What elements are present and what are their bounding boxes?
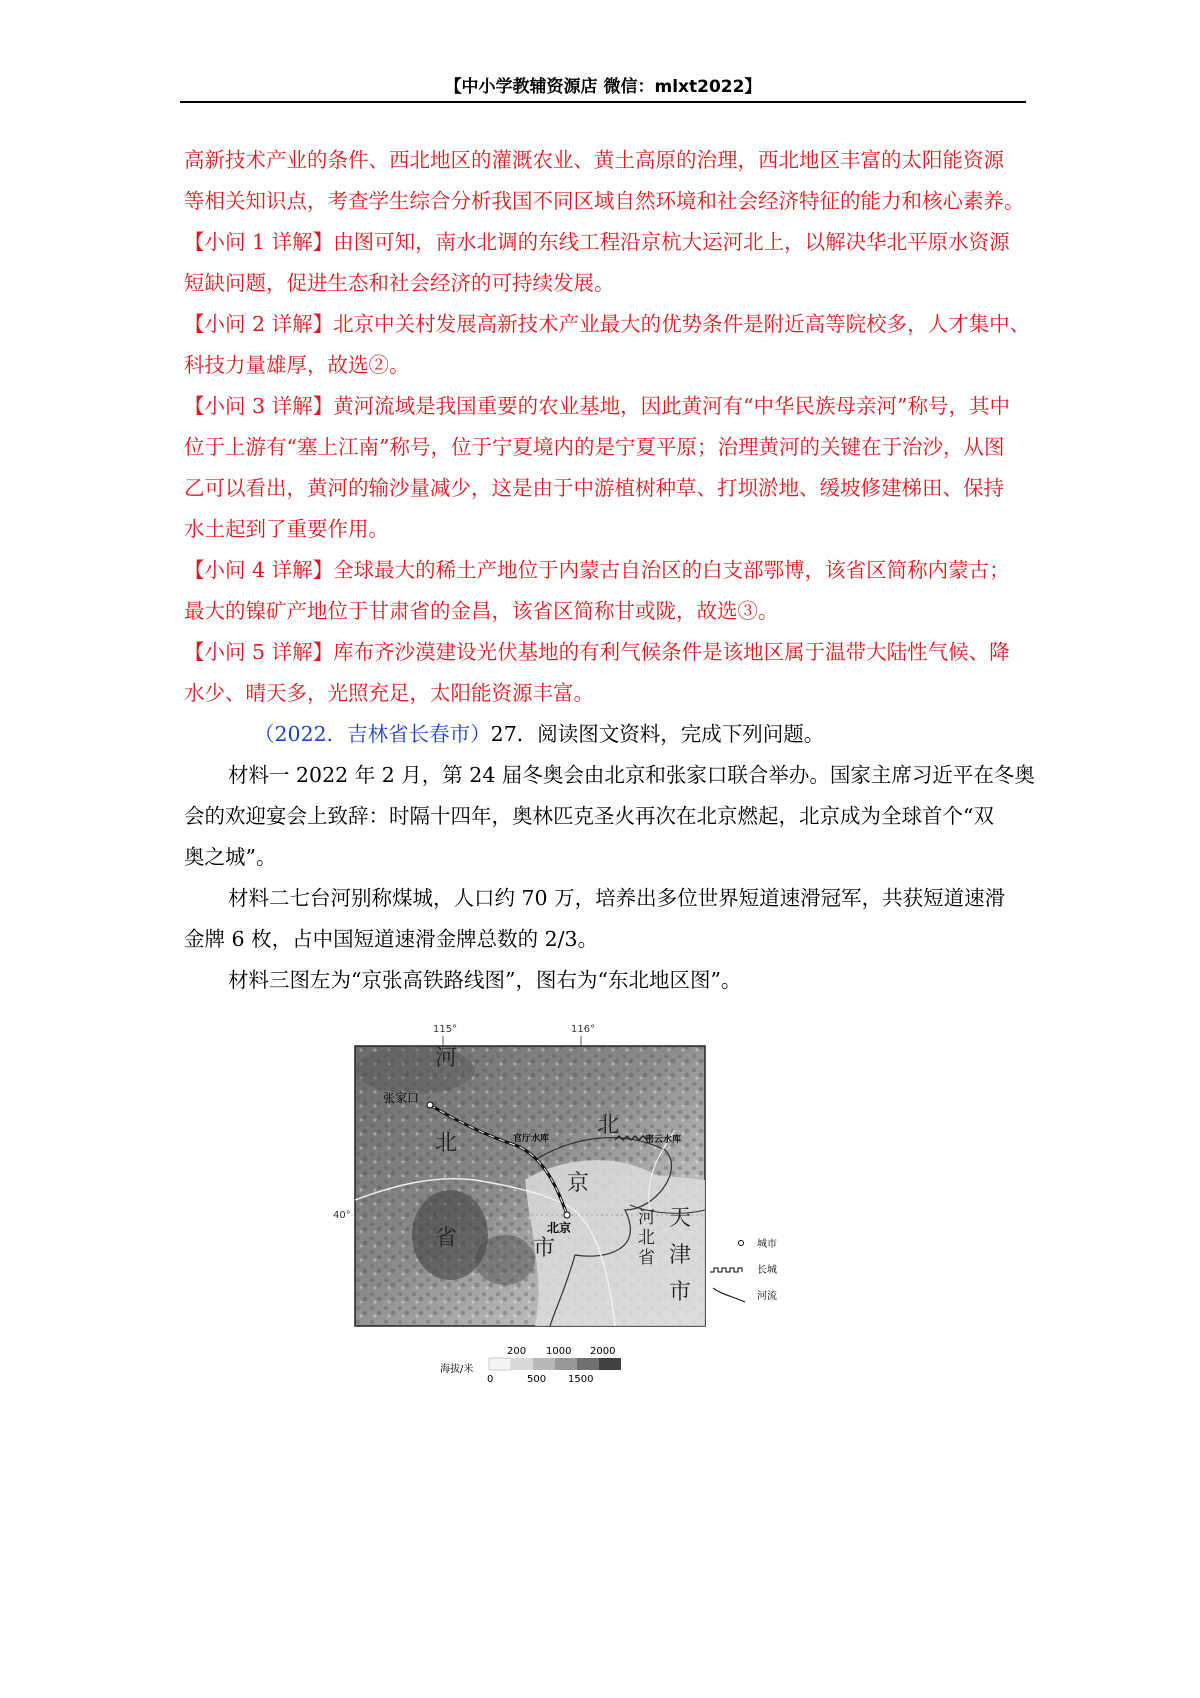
city-marker xyxy=(427,1102,433,1108)
answer-line: 【小问 3 详解】黄河流域是我国重要的农业基地，因此黄河有“中华民族母亲河”称号，其中 xyxy=(184,394,1011,418)
region-label: 市 xyxy=(533,1236,556,1261)
elevation-swatch xyxy=(533,1358,555,1370)
legend-great-wall-label: 长城 xyxy=(757,1265,777,1276)
answer-line: 等相关知识点，考查学生综合分析我国不同区域自然环境和社会经济特征的能力和核心素养。 xyxy=(184,189,1025,213)
elevation-swatch xyxy=(511,1358,533,1370)
lat-label: 40° xyxy=(333,1210,351,1221)
mountain-patch xyxy=(475,1235,535,1285)
beijing-zhangjiakou-rail-map xyxy=(333,1010,855,1410)
document-body xyxy=(184,140,1035,1001)
question-source: （2022．吉林省长春市） xyxy=(254,722,491,746)
reservoir-label: 官厅水库 xyxy=(513,1134,550,1144)
answer-line: 【小问 1 详解】由图可知，南水北调的东线工程沿京杭大运河北上，以解决华北平原水资源 xyxy=(184,230,1010,254)
answer-line: 高新技术产业的条件、西北地区的灌溉农业、黄土高原的治理，西北地区丰富的太阳能资源 xyxy=(184,148,1004,172)
answer-line: 水土起到了重要作用。 xyxy=(184,517,389,541)
legend-city-symbol xyxy=(739,1241,744,1246)
region-label: 省 xyxy=(435,1226,458,1251)
material-line: 材料一 2022 年 2 月，第 24 届冬奥会由北京和张家口联合举办。国家主席习近平在冬奥 xyxy=(228,763,1035,787)
answer-line: 科技力量雄厚，故选②。 xyxy=(184,353,410,377)
answer-line: 短缺问题，促进生态和社会经济的可持续发展。 xyxy=(184,271,615,295)
map-figure xyxy=(333,1010,855,1410)
elevation-swatch xyxy=(555,1358,577,1370)
material-line: 会的欢迎宴会上致辞：时隔十四年，奥林匹克圣火再次在北京燃起，北京成为全球首个“双 xyxy=(184,804,994,828)
region-label: 市 xyxy=(669,1280,692,1305)
page-header: 【中小学教辅资源店 微信：mlxt2022】 xyxy=(444,77,762,97)
material-line: 奥之城”。 xyxy=(184,845,277,869)
elevation-swatch xyxy=(599,1358,621,1370)
question-header xyxy=(184,714,1026,755)
elevation-tick: 2000 xyxy=(590,1346,616,1357)
lon-label: 116° xyxy=(571,1024,596,1035)
legend-great-wall-symbol xyxy=(710,1268,742,1272)
region-label: 北 xyxy=(638,1228,655,1248)
elevation-swatch xyxy=(577,1358,599,1370)
region-label: 省 xyxy=(638,1248,655,1268)
region-label: 津 xyxy=(669,1243,692,1268)
region-label: 北 xyxy=(597,1113,620,1138)
answer-line: 最大的镍矿产地位于甘肃省的金昌，该省区简称甘或陇，故选③。 xyxy=(184,599,779,623)
answer-line: 位于上游有“塞上江南”称号，位于宁夏境内的是宁夏平原；治理黄河的关键在于治沙，从图 xyxy=(184,435,1005,459)
lon-label: 115° xyxy=(433,1024,458,1035)
elevation-tick: 500 xyxy=(527,1374,547,1385)
answer-line: 乙可以看出，黄河的输沙量减少，这是由于中游植树种草、打坝淤地、缓坡修建梯田、保持 xyxy=(184,476,1004,500)
region-label: 北 xyxy=(435,1131,458,1156)
city-label: 张家口 xyxy=(383,1091,420,1105)
elevation-tick: 1000 xyxy=(546,1346,572,1357)
question-prompt: 27．阅读图文资料，完成下列问题。 xyxy=(490,722,825,746)
region-label: 天 xyxy=(669,1206,692,1231)
elevation-tick: 0 xyxy=(487,1374,494,1385)
city-label: 北京 xyxy=(547,1221,572,1235)
answer-line: 【小问 2 详解】北京中关村发展高新技术产业最大的优势条件是附近高等院校多，人才集中、 xyxy=(184,312,1031,336)
elevation-tick: 200 xyxy=(507,1346,527,1357)
material-line: 金牌 6 枚，占中国短道速滑金牌总数的 2/3。 xyxy=(184,927,599,951)
region-label: 河 xyxy=(638,1208,655,1228)
header-divider xyxy=(180,101,1026,103)
reservoir-label: 密云水库 xyxy=(645,1135,682,1145)
material-line: 材料二七台河别称煤城，人口约 70 万，培养出多位世界短道速滑冠军，共获短道速滑 xyxy=(228,886,1006,910)
answer-line: 【小问 5 详解】库布齐沙漠建设光伏基地的有利气候条件是该地区属于温带大陆性气候、降 xyxy=(184,640,1010,664)
city-marker xyxy=(564,1212,570,1218)
answer-line: 【小问 4 详解】全球最大的稀土产地位于内蒙古自治区的白支部鄂博，该省区简称内蒙古； xyxy=(184,558,1010,582)
elevation-tick: 1500 xyxy=(568,1374,594,1385)
answer-line: 水少、晴天多，光照充足，太阳能资源丰富。 xyxy=(184,681,594,705)
region-label: 京 xyxy=(567,1171,590,1196)
legend-river-symbol xyxy=(713,1288,745,1302)
region-label: 河 xyxy=(435,1046,458,1071)
material-line: 材料三图左为“京张高铁路线图”，图右为“东北地区图”。 xyxy=(228,968,742,992)
legend-river-label: 河流 xyxy=(757,1291,777,1302)
elevation-scale-label: 海拔/米 xyxy=(440,1364,474,1375)
elevation-swatch xyxy=(489,1358,511,1370)
legend-city-label: 城市 xyxy=(757,1239,777,1250)
